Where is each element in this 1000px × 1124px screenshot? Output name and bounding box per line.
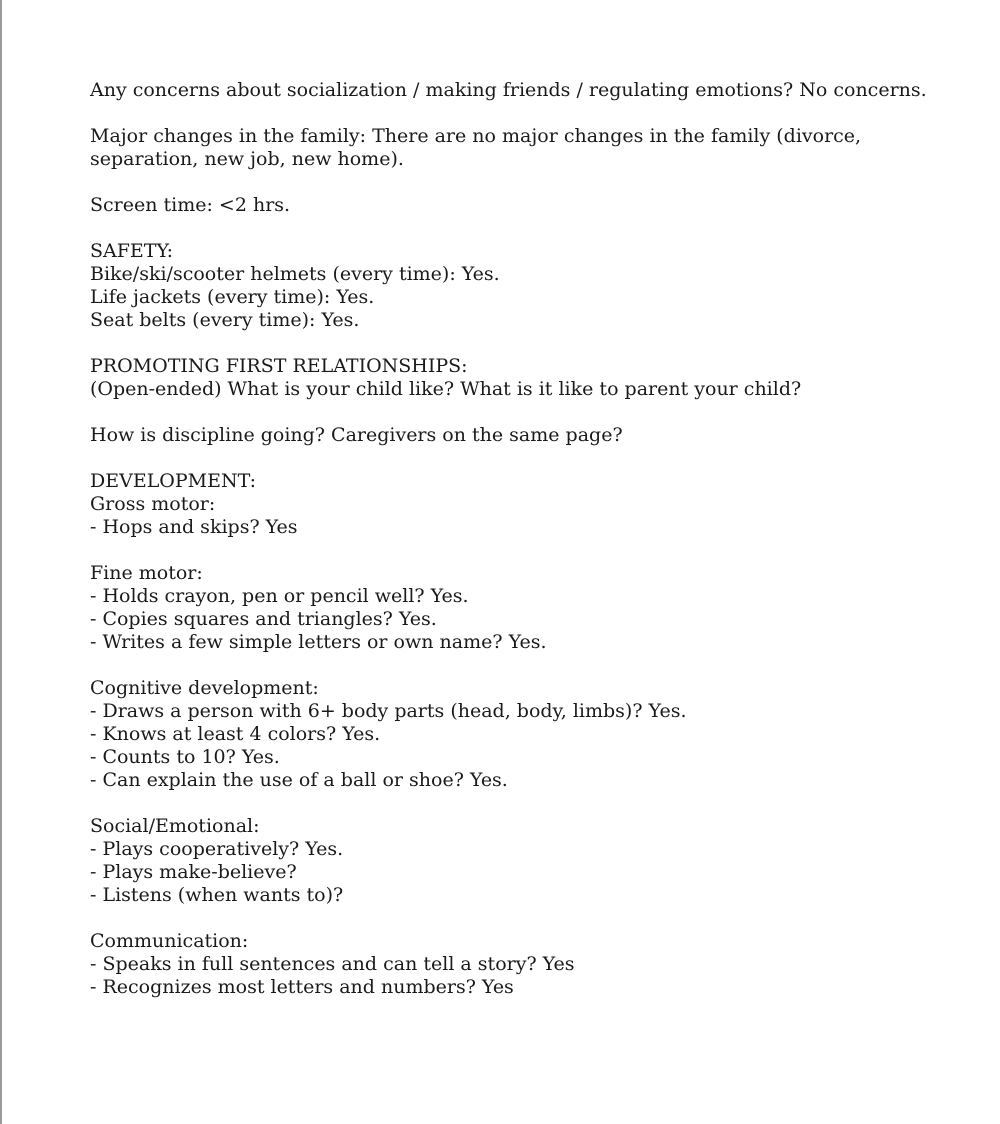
relationships-section	[90, 355, 970, 401]
relationships-heading: PROMOTING FIRST RELATIONSHIPS:	[90, 355, 468, 377]
social-emotional-item: - Plays cooperatively? Yes.	[90, 838, 344, 860]
development-section	[90, 470, 970, 539]
family-changes-line: Major changes in the family: There are no major changes in the family (divorce,	[90, 125, 862, 147]
discipline-question: How is discipline going? Caregivers on the same page?	[90, 424, 623, 446]
development-heading: DEVELOPMENT:	[90, 470, 257, 492]
social-emotional-item: - Plays make-believe?	[90, 861, 297, 883]
social-emotional-item: - Listens (when wants to)?	[90, 884, 344, 906]
social-emotional-section	[90, 815, 970, 907]
safety-section	[90, 240, 970, 332]
family-changes-line: separation, new job, new home).	[90, 148, 404, 170]
safety-item: Seat belts (every time): Yes.	[90, 309, 360, 331]
screen-time-section	[90, 194, 970, 217]
fine-motor-item: - Holds crayon, pen or pencil well? Yes.	[90, 585, 469, 607]
cognitive-item: - Can explain the use of a ball or shoe? Yes.	[90, 769, 508, 791]
safety-heading: SAFETY:	[90, 240, 174, 262]
communication-section	[90, 930, 970, 999]
gross-motor-item: - Hops and skips? Yes	[90, 516, 298, 538]
fine-motor-item: - Writes a few simple letters or own name? Yes.	[90, 631, 547, 653]
socialization-text: Any concerns about socialization / making friends / regulating emotions? No concerns.	[90, 79, 927, 101]
cognitive-item: - Counts to 10? Yes.	[90, 746, 280, 768]
document-body	[90, 79, 970, 1022]
fine-motor-item: - Copies squares and triangles? Yes.	[90, 608, 437, 630]
discipline-section	[90, 424, 970, 447]
safety-item: Life jackets (every time): Yes.	[90, 286, 375, 308]
fine-motor-label: Fine motor:	[90, 562, 203, 584]
communication-item: - Recognizes most letters and numbers? Yes	[90, 976, 514, 998]
socialization-section	[90, 79, 970, 102]
gross-motor-label: Gross motor:	[90, 493, 216, 515]
communication-item: - Speaks in full sentences and can tell a story? Yes	[90, 953, 575, 975]
fine-motor-section	[90, 562, 970, 654]
screen-time-text: Screen time: <2 hrs.	[90, 194, 291, 216]
safety-item: Bike/ski/scooter helmets (every time): Yes.	[90, 263, 500, 285]
social-emotional-label: Social/Emotional:	[90, 815, 260, 837]
family-changes-section	[90, 125, 970, 171]
cognitive-item: - Knows at least 4 colors? Yes.	[90, 723, 381, 745]
relationships-question: (Open-ended) What is your child like? What is it like to parent your child?	[90, 378, 802, 400]
communication-label: Communication:	[90, 930, 249, 952]
cognitive-label: Cognitive development:	[90, 677, 319, 699]
cognitive-section	[90, 677, 970, 792]
cognitive-item: - Draws a person with 6+ body parts (head, body, limbs)? Yes.	[90, 700, 687, 722]
